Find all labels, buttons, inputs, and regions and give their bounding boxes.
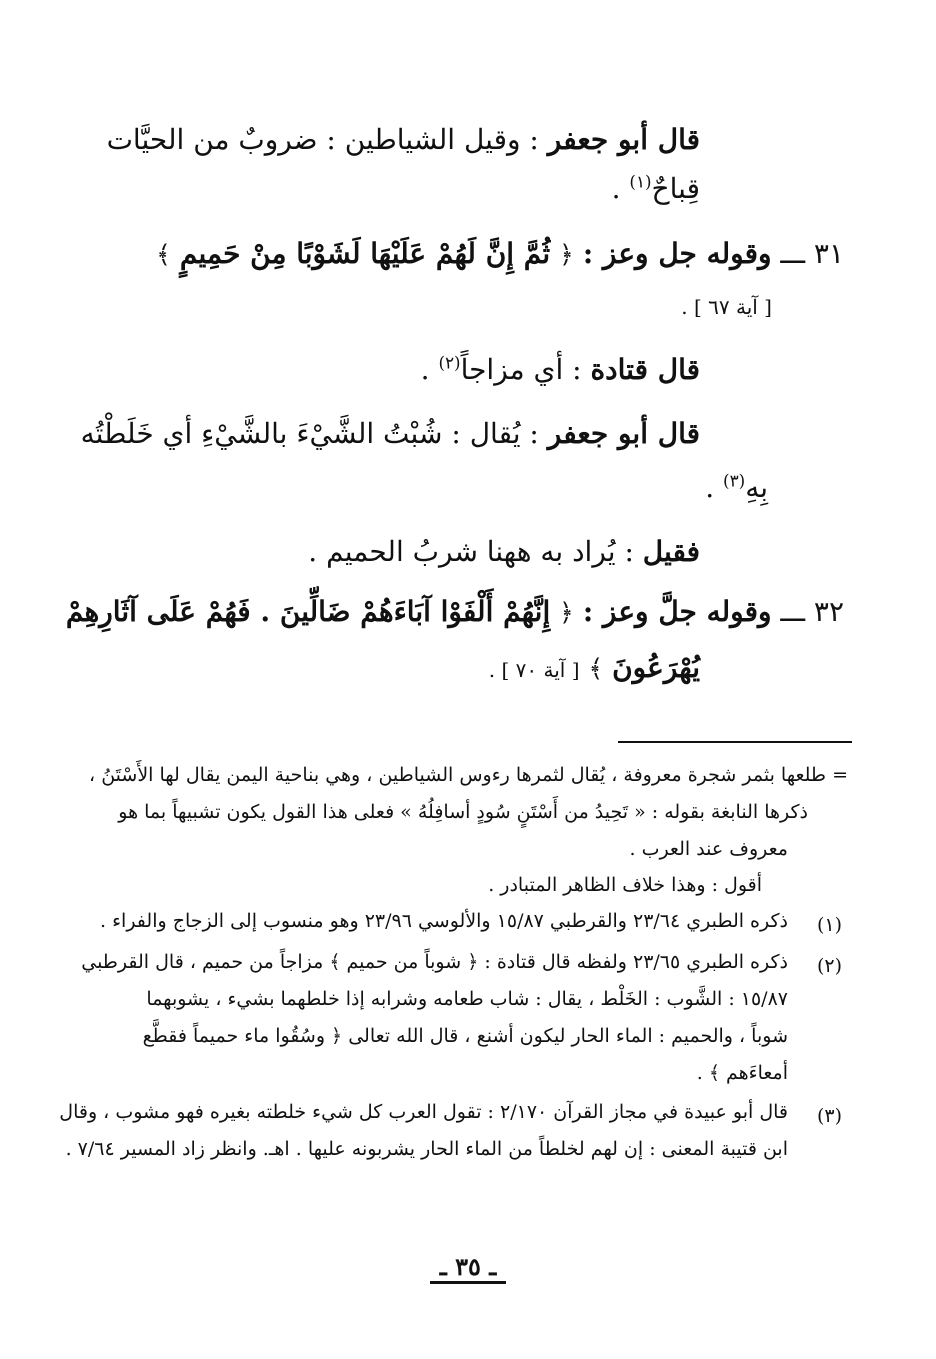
text-run: : أي مزاجاً xyxy=(460,353,591,386)
footnote-continued-line-1 xyxy=(89,766,848,785)
text-run: : يُراد به ههنا شربُ الحميم . xyxy=(308,535,643,568)
entry-number: ٣١ ـــ xyxy=(780,237,844,270)
verse-32-line xyxy=(65,595,844,628)
main-line-qatada xyxy=(420,352,700,386)
speaker-label: قال قتادة xyxy=(590,353,700,386)
footnote-text: معروف عند العرب . xyxy=(629,838,788,860)
ayah-ref: [ آية ٦٧ ] . xyxy=(681,295,772,319)
footnote-number-3: (٣) xyxy=(816,1105,842,1127)
main-line-2 xyxy=(611,171,700,205)
verse-31-line xyxy=(156,237,844,270)
footnote-text: أمعاءَهم ﴾ . xyxy=(696,1062,788,1084)
footnote-ref[interactable]: (١) xyxy=(629,171,652,192)
quran-verse: إِنَّهُمْ أَلْفَوْا آبَاءَهُمْ ضَالِّينَ . فَهُمْ عَلَى آثَارِهِمْ xyxy=(65,595,551,628)
footnote-2-line-1 xyxy=(81,953,788,972)
text-run: بِهِ xyxy=(745,471,768,504)
footnote-number-2: (٢) xyxy=(816,955,842,977)
entry-number: ٣٢ ـــ xyxy=(780,595,844,628)
footnote-text: أقول : وهذا خلاف الظاهر المتبادر . xyxy=(488,874,762,896)
footnote-3-line-2 xyxy=(66,1140,788,1159)
footnote-2-line-3 xyxy=(143,1027,788,1046)
footnote-text: ذكره الطبري ٢٣/٦٥ ولفظه قال قتادة : ﴿ شوباً من حميم ﴾ مزاجاً من حميم ، قال القرطبي xyxy=(81,951,788,973)
ornate-bracket-open: ﴿ xyxy=(559,240,574,269)
footnote-continued-line-3 xyxy=(629,840,788,859)
main-line-bihi xyxy=(705,470,768,504)
footnote-continued-line-4 xyxy=(488,876,762,895)
footnote-3-line-1 xyxy=(59,1103,788,1122)
text-run: . xyxy=(420,353,439,386)
text-run: قِباحٌ xyxy=(651,172,700,205)
ornate-bracket-open: ﴿ xyxy=(559,598,574,627)
main-line-abujafar-2 xyxy=(80,417,700,450)
page-number xyxy=(0,1252,936,1284)
footnote-ref[interactable]: (٣) xyxy=(723,470,746,491)
footnote-2-line-2 xyxy=(146,990,788,1009)
footnote-number-1: (١) xyxy=(816,914,842,936)
speaker-label: وقوله جلَّ وعز : xyxy=(582,595,772,628)
main-line-1 xyxy=(106,123,700,156)
footnote-text: طلعها بثمر شجرة معروفة ، يُقال لثمرها رءوس الشياطين ، وهي بناحية اليمن يقال لها الأَسْتَنُ ، xyxy=(89,764,827,786)
ornate-bracket-close: ﴾ xyxy=(588,654,604,683)
footnote-continued-line-2 xyxy=(118,803,808,822)
footnote-text: ١٥/٨٧ : الشَّوب : الخَلْط ، يقال : شاب طعامه وشرابه إذا خلطهما بشيء ، يشوبهما xyxy=(146,988,788,1010)
text-run: : وقيل الشياطين : ضروبٌ من الحيَّات xyxy=(106,123,548,156)
footnote-ref[interactable]: (٢) xyxy=(438,352,461,373)
verse-31-ref xyxy=(681,297,772,317)
speaker-label: فقيل xyxy=(642,535,700,568)
page-number-text: ـ ٣٥ ـ xyxy=(430,1252,507,1284)
footnote-text: ذكره الطبري ٢٣/٦٤ والقرطبي ١٥/٨٧ والألوسي ٢٣/٩٦ وهو منسوب إلى الزجاج والفراء . xyxy=(100,910,788,932)
quran-verse: يُهْرَعُونَ xyxy=(612,651,700,684)
speaker-label: قال أبو جعفر xyxy=(547,123,700,156)
continuation-mark: = xyxy=(832,764,848,786)
footnote-1 xyxy=(100,912,788,931)
text-run: . xyxy=(611,172,630,205)
footnote-text: ذكرها النابغة بقوله : « تَحِيدُ من أَسْتَنٍ سُودٍ أسافِلُهُ » فعلى هذا القول يكون تشبيهاً بما هو xyxy=(118,801,808,823)
main-line-faqil xyxy=(308,535,700,568)
quran-verse: ثُمَّ إِنَّ لَهُمْ عَلَيْهَا لَشَوْبًا مِنْ حَمِيمٍ xyxy=(179,237,551,270)
footnote-text: شوباً ، والحميم : الماء الحار ليكون أشنع ، قال الله تعالى ﴿ وسُقُوا ماء حميماً فقطَّع xyxy=(142,1025,788,1047)
footnote-text: قال أبو عبيدة في مجاز القرآن ٢/١٧٠ : تقول العرب كل شيء خلطته بغيره فهو مشوب ، وقال xyxy=(59,1101,788,1123)
ornate-bracket-close: ﴾ xyxy=(156,240,171,269)
ayah-ref: [ آية ٧٠ ] . xyxy=(488,658,580,682)
footnote-2-line-4 xyxy=(697,1064,788,1083)
speaker-label: قال أبو جعفر xyxy=(547,417,700,450)
footnote-text: ابن قتيبة المعنى : إن لهم لخلطاً من الماء الحار يشربونه عليها . اهـ. وانظر زاد المسير ٧/٦٤ . xyxy=(65,1138,788,1160)
speaker-label: وقوله جل وعز : xyxy=(582,237,772,270)
text-run: . xyxy=(705,471,724,504)
footnote-separator xyxy=(618,741,852,743)
text-run: : يُقال : شُبْتُ الشَّيْءَ بالشَّيْءِ أي خَلَطْتُه xyxy=(80,417,548,450)
verse-32-continuation xyxy=(488,651,700,684)
